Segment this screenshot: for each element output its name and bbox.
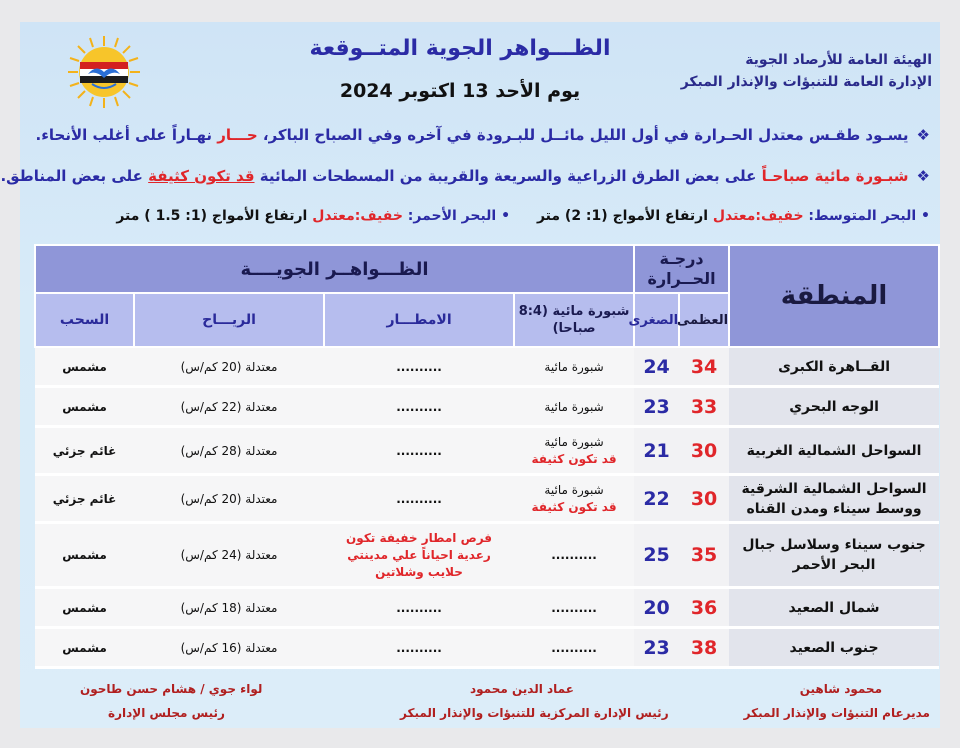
- fog-cell: ..........: [514, 523, 634, 588]
- rain-cell: ..........: [324, 347, 514, 387]
- fog-cell: [514, 427, 634, 475]
- signature2-title: رئيس الإدارة المركزية للتنبؤات والإنذار المبكر: [400, 706, 669, 720]
- max-column-header: العظمى: [679, 293, 729, 347]
- signature2-name: عماد الدين محمود: [470, 682, 574, 696]
- rain-cell: ..........: [324, 628, 514, 668]
- wind-cell: معتدلة (20 كم/س): [134, 475, 324, 523]
- phenomena-column-header: الظـــواهــر الجويــــة: [35, 245, 634, 293]
- cloud-cell: مشمس: [35, 523, 134, 588]
- cloud-cell: مشمس: [35, 387, 134, 427]
- table-row: [35, 628, 939, 668]
- max-temp-cell: 36: [679, 588, 729, 628]
- min-temp-cell: 25: [634, 523, 679, 588]
- cloud-cell: مشمس: [35, 588, 134, 628]
- rain-cell: فرص امطار خفيفة تكون رعدية احياناً علي مدينتي حلايب وشلاتين: [324, 523, 514, 588]
- wind-cell: معتدلة (24 كم/س): [134, 523, 324, 588]
- dot-bullet-icon: •: [496, 208, 511, 224]
- fog-dense-text: قد تكون كثيفة: [531, 499, 617, 514]
- fog-text: شبورة مائية: [544, 482, 604, 497]
- fog-column-header: شبورة مائية (8:4 صباحا): [514, 293, 634, 347]
- signature3-title: رئيس مجلس الإدارة: [108, 706, 225, 720]
- bullet2-fog: شبـورة مائية صباحـاً: [761, 167, 909, 185]
- region-cell: جنوب سيناء وسلاسل جبال البحر الأحمر: [729, 523, 939, 588]
- region-cell: شمال الصعيد: [729, 588, 939, 628]
- max-temp-cell: 33: [679, 387, 729, 427]
- signature1-title: مديرعام التنبؤات والإنذار المبكر: [743, 706, 930, 720]
- max-temp-cell: 38: [679, 628, 729, 668]
- max-temp-cell: 30: [679, 427, 729, 475]
- min-temp-cell: 20: [634, 588, 679, 628]
- wind-cell: معتدلة (16 كم/س): [134, 628, 324, 668]
- red-sea-label: البحر الأحمر:: [402, 208, 497, 224]
- region-column-header: المنطقة: [729, 245, 939, 347]
- min-temp-cell: 22: [634, 475, 679, 523]
- rain-column-header: الامطـــار: [324, 293, 514, 347]
- cloud-cell: مشمس: [35, 347, 134, 387]
- region-cell: الوجه البحري: [729, 387, 939, 427]
- bullet-temperature: [36, 126, 930, 144]
- wind-cell: معتدلة (22 كم/س): [134, 387, 324, 427]
- med-sea-waves: ارتفاع الأمواج (1: 2) متر: [536, 208, 713, 224]
- bullet1-hot: حـــار: [217, 126, 258, 144]
- rain-cell: ..........: [324, 427, 514, 475]
- bullet2-dense: قد تكون كثيفة: [148, 167, 255, 185]
- diamond-bullet-icon: ❖: [916, 126, 930, 144]
- region-cell: السواحل الشمالية الشرقية ووسط سيناء ومدن القناه: [729, 475, 939, 523]
- org-name-line2: الإدارة العامة للتنبؤات والإنذار المبكر: [680, 74, 932, 90]
- signature1-name: محمود شاهين: [799, 682, 882, 696]
- table-row: [35, 347, 939, 387]
- region-cell: القــاهرة الكبرى: [729, 347, 939, 387]
- med-sea-state: خفيف:معتدل: [712, 208, 804, 224]
- meteorological-authority-logo: [66, 34, 142, 110]
- min-temp-cell: 24: [634, 347, 679, 387]
- cloud-column-header: السحب: [35, 293, 134, 347]
- max-temp-cell: 30: [679, 475, 729, 523]
- table-row: [35, 588, 939, 628]
- page-title: الظـــواهر الجوية المتــوقعة: [309, 36, 611, 61]
- diamond-bullet-icon: ❖: [916, 167, 930, 185]
- min-temp-cell: 23: [634, 387, 679, 427]
- table-row: [35, 427, 939, 475]
- fog-cell: [514, 475, 634, 523]
- forecast-sheet: [0, 22, 940, 728]
- dot-bullet-icon: •: [916, 208, 930, 224]
- bullet2-text-b: على بعض الطرق الزراعية والسريعة والقريبة من المسطحات المائية: [254, 167, 762, 185]
- rain-cell: ..........: [324, 387, 514, 427]
- max-temp-cell: 35: [679, 523, 729, 588]
- wind-cell: معتدلة (28 كم/س): [134, 427, 324, 475]
- med-sea-label: البحر المتوسط:: [803, 208, 917, 224]
- red-sea-state: خفيف:معتدل: [312, 208, 403, 224]
- org-name-line1: الهيئة العامة للأرصاد الجوية: [745, 52, 932, 68]
- min-column-header: الصغرى: [634, 293, 679, 347]
- fog-text: شبورة مائية: [544, 434, 604, 449]
- wind-column-header: الريـــاح: [134, 293, 324, 347]
- table-row: [35, 475, 939, 523]
- fog-dense-text: قد تكون كثيفة: [531, 451, 617, 466]
- wind-cell: معتدلة (18 كم/س): [134, 588, 324, 628]
- temperature-column-header: درجـة الحــرارة: [634, 245, 729, 293]
- table-header-row: [35, 245, 939, 293]
- fog-cell: ..........: [514, 628, 634, 668]
- fog-cell: ..........: [514, 588, 634, 628]
- wind-cell: معتدلة (20 كم/س): [134, 347, 324, 387]
- cloud-cell: غائم جزئي: [35, 475, 134, 523]
- bullet1-text-c: نهـاراً على أغلب الأنحاء.: [35, 126, 218, 144]
- bullet2-text-d: على بعض المناطق.: [0, 167, 149, 185]
- red-sea-waves: ارتفاع الأمواج (1: 1.5 ) متر: [116, 208, 313, 224]
- fog-cell: شبورة مائية: [514, 347, 634, 387]
- max-temp-cell: 34: [679, 347, 729, 387]
- region-cell: السواحل الشمالية الغربية: [729, 427, 939, 475]
- min-temp-cell: 23: [634, 628, 679, 668]
- bullet-seas: [116, 208, 930, 224]
- signature3-name: لواء جوي / هشام حسن طاحون: [80, 682, 263, 696]
- min-temp-cell: 21: [634, 427, 679, 475]
- cloud-cell: غائم جزئي: [35, 427, 134, 475]
- fog-cell: شبورة مائية: [514, 387, 634, 427]
- table-row: [35, 523, 939, 588]
- bullet1-text-a: يسـود طقـس معتدل الحـرارة في أول الليل مائــل للبـرودة في آخره وفي الصباح الباكر،: [257, 126, 909, 144]
- bullet-fog: [0, 167, 930, 185]
- table-row: [35, 387, 939, 427]
- forecast-date: يوم الأحد 13 اكتوبر 2024: [339, 80, 581, 102]
- cloud-cell: مشمس: [35, 628, 134, 668]
- forecast-table: [34, 244, 940, 669]
- rain-cell: ..........: [324, 475, 514, 523]
- rain-cell: ..........: [324, 588, 514, 628]
- region-cell: جنوب الصعيد: [729, 628, 939, 668]
